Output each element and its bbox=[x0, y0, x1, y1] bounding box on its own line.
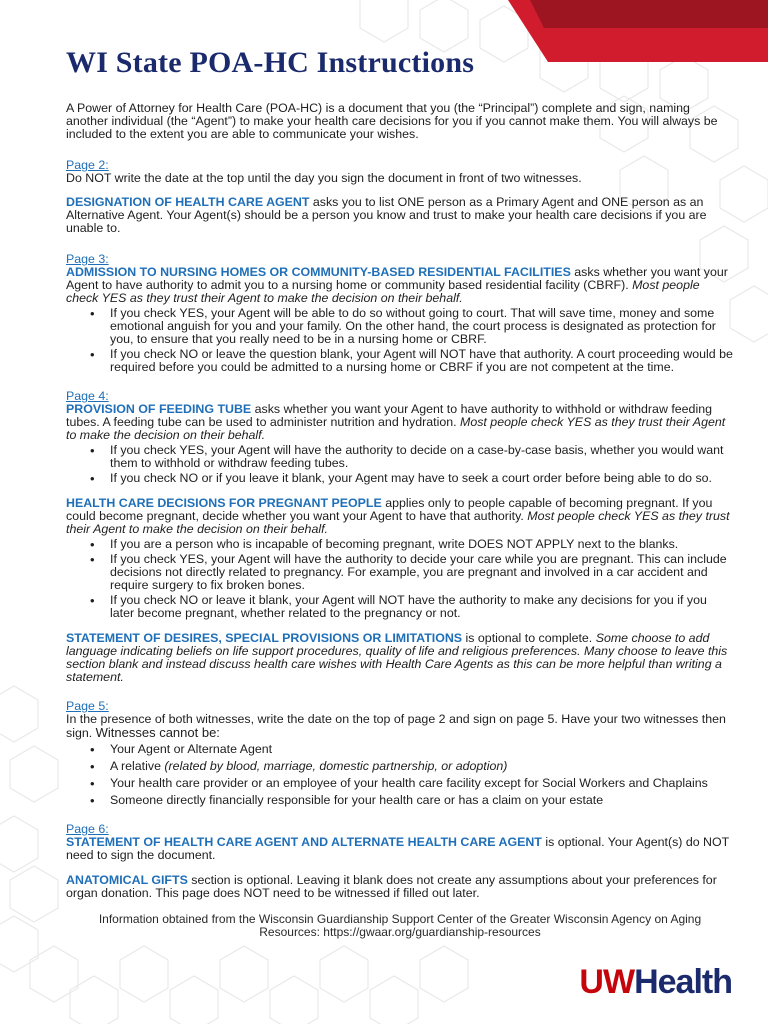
page-5-label: Page 5: bbox=[66, 699, 109, 713]
feeding-paragraph bbox=[66, 403, 734, 442]
pregnant-paragraph bbox=[66, 497, 734, 536]
page-6-label: Page 6: bbox=[66, 822, 109, 836]
list-item: • If you check NO or leave it blank, your Agent will NOT have the authority to make any decisions for you if you later become pregnant, whether related to the pregnancy or not. bbox=[110, 594, 734, 620]
list-item bbox=[110, 760, 734, 773]
section-page-2 bbox=[66, 159, 734, 235]
admission-paragraph bbox=[66, 266, 734, 305]
pregnant-italic: Most people check YES as they trust their Agent to make the decision on their behalf. bbox=[66, 509, 730, 536]
relative-italic: (related by blood, marriage, domestic partnership, or adoption) bbox=[164, 759, 508, 773]
designation-paragraph bbox=[66, 196, 734, 235]
gifts-paragraph bbox=[66, 874, 734, 900]
witness-text: In the presence of both witnesses, write the date on the top of page 2 and sign on page 5. Have your two witnesses then sign. bbox=[66, 712, 726, 740]
intro-paragraph: A Power of Attorney for Health Care (POA-HC) is a document that you (the “Principal”) complete and sign, naming another individual (the “Agent”) to make your health care decisions for you if you cannot make them. You will always be included to the extent you are able to communicate your wishes. bbox=[66, 101, 718, 141]
feeding-bullet-list bbox=[66, 444, 734, 485]
desires-text: is optional to complete. bbox=[462, 631, 596, 645]
statement-text: is optional. Your Agent(s) do NOT need to sign the document. bbox=[66, 835, 729, 862]
section-page-4 bbox=[66, 390, 734, 684]
desires-heading: STATEMENT OF DESIRES, SPECIAL PROVISIONS OR LIMITATIONS bbox=[66, 631, 463, 645]
feeding-italic: Most people check YES as they trust their Agent to make the decision on their behalf. bbox=[66, 415, 726, 442]
list-item: • If you are a person who is incapable of becoming pregnant, write DOES NOT APPLY next to the blanks. bbox=[110, 538, 734, 551]
pregnant-text: applies only to people capable of becoming pregnant. If you could become pregnant, decide whether you want your Agent to have that authority. bbox=[66, 496, 713, 523]
section-page-6 bbox=[66, 823, 734, 900]
list-item: • If you check YES, your Agent will have the authority to decide on a case-by-case basis, whether you would want them to withhold or withdraw feeding tubes. bbox=[110, 444, 734, 470]
list-item: • Someone directly financially responsible for your health care or has a claim on your estate bbox=[110, 794, 734, 807]
page-title: WI State POA-HC Instructions bbox=[66, 46, 475, 79]
witness-paragraph bbox=[66, 713, 734, 740]
pregnant-heading: HEALTH CARE DECISIONS FOR PREGNANT PEOPLE bbox=[66, 496, 382, 510]
page-4-label: Page 4: bbox=[66, 389, 109, 403]
section-page-5 bbox=[66, 700, 734, 807]
source-footer: Information obtained from the Wisconsin Guardianship Support Center of the Greater Wisconsin Agency on Aging Resources: https://gwaar.org/guardianship-resources bbox=[98, 912, 702, 939]
gifts-text: section is optional. Leaving it blank does not create any assumptions about your preferences for organ donation. This page does NOT need to be witnessed if filled out later. bbox=[66, 873, 717, 900]
logo-health: Health bbox=[634, 963, 732, 1001]
feeding-heading: PROVISION OF FEEDING TUBE bbox=[66, 402, 252, 416]
statement-paragraph bbox=[66, 836, 734, 862]
section-page-3 bbox=[66, 253, 734, 374]
list-item: • If you check NO or if you leave it blank, your Agent may have to seek a court order before being able to do so. bbox=[110, 472, 734, 485]
pregnant-bullet-list bbox=[66, 538, 734, 620]
designation-text: asks you to list ONE person as a Primary Agent and ONE person as an Alternative Agent. Your Agent(s) should be a person you know and trust to make your health care decisions if you are unable to. bbox=[66, 195, 707, 235]
uw-health-logo bbox=[579, 962, 732, 1002]
feeding-text: asks whether you want your Agent to have authority to withhold or withdraw feeding tubes. A feeding tube can be used to administer nutrition and hydration. bbox=[66, 402, 712, 429]
list-item: • If you check YES, your Agent will have the authority to decide your care while you are pregnant. This can include decisions not directly related to pregnancy. For example, you are pregnant and involved in a car accident and require surgery to fix broken bones. bbox=[110, 553, 734, 592]
gifts-heading: ANATOMICAL GIFTS bbox=[66, 873, 188, 887]
document-page bbox=[66, 46, 734, 939]
admission-text: asks whether you want your Agent to have authority to admit you to a nursing home or community based residential facility (CBRF). bbox=[66, 265, 728, 292]
admission-heading: ADMISSION TO NURSING HOMES OR COMMUNITY-BASED RESIDENTIAL FACILITIES bbox=[66, 265, 571, 279]
designation-heading: DESIGNATION OF HEALTH CARE AGENT bbox=[66, 195, 310, 209]
list-item: • If you check NO or leave the question blank, your Agent will NOT have that authority. A court proceeding would be required before you could be admitted to a nursing home or CBRF if you are not competent at the time. bbox=[110, 348, 734, 374]
admission-italic: Most people check YES as they trust their Agent to make the decision on their behalf. bbox=[66, 278, 700, 305]
page-3-label: Page 3: bbox=[66, 252, 109, 266]
witness-emphasis: Witnesses cannot be: bbox=[95, 725, 220, 740]
admission-bullet-list bbox=[66, 307, 734, 374]
list-item: • If you check YES, your Agent will be able to do so without going to court. That will save time, money and some emotional anguish for you and your family. On the other hand, the court process is designated as protection for you, to ensure that you really need to be in a nursing home or CBRF. bbox=[110, 307, 734, 346]
desires-paragraph bbox=[66, 632, 734, 684]
list-item: • Your health care provider or an employee of your health care facility except for Social Workers and Chaplains bbox=[110, 777, 734, 790]
witness-bullet-list bbox=[66, 743, 734, 807]
desires-italic: Some choose to add language indicating beliefs on life support procedures, quality of life and religious preferences. Many choose to leave this section blank and instead discuss health care wishes with Health Care Agents as this can be more helpful than writing a statement. bbox=[66, 631, 728, 684]
relative-label: A relative bbox=[110, 759, 165, 773]
statement-heading: STATEMENT OF HEALTH CARE AGENT AND ALTERNATE HEALTH CARE AGENT bbox=[66, 835, 542, 849]
page-2-label: Page 2: bbox=[66, 158, 109, 172]
logo-uw: UW bbox=[579, 963, 635, 1001]
page-2-text: Do NOT write the date at the top until the day you sign the document in front of two witnesses. bbox=[66, 171, 582, 185]
list-item: • Your Agent or Alternate Agent bbox=[110, 743, 734, 756]
